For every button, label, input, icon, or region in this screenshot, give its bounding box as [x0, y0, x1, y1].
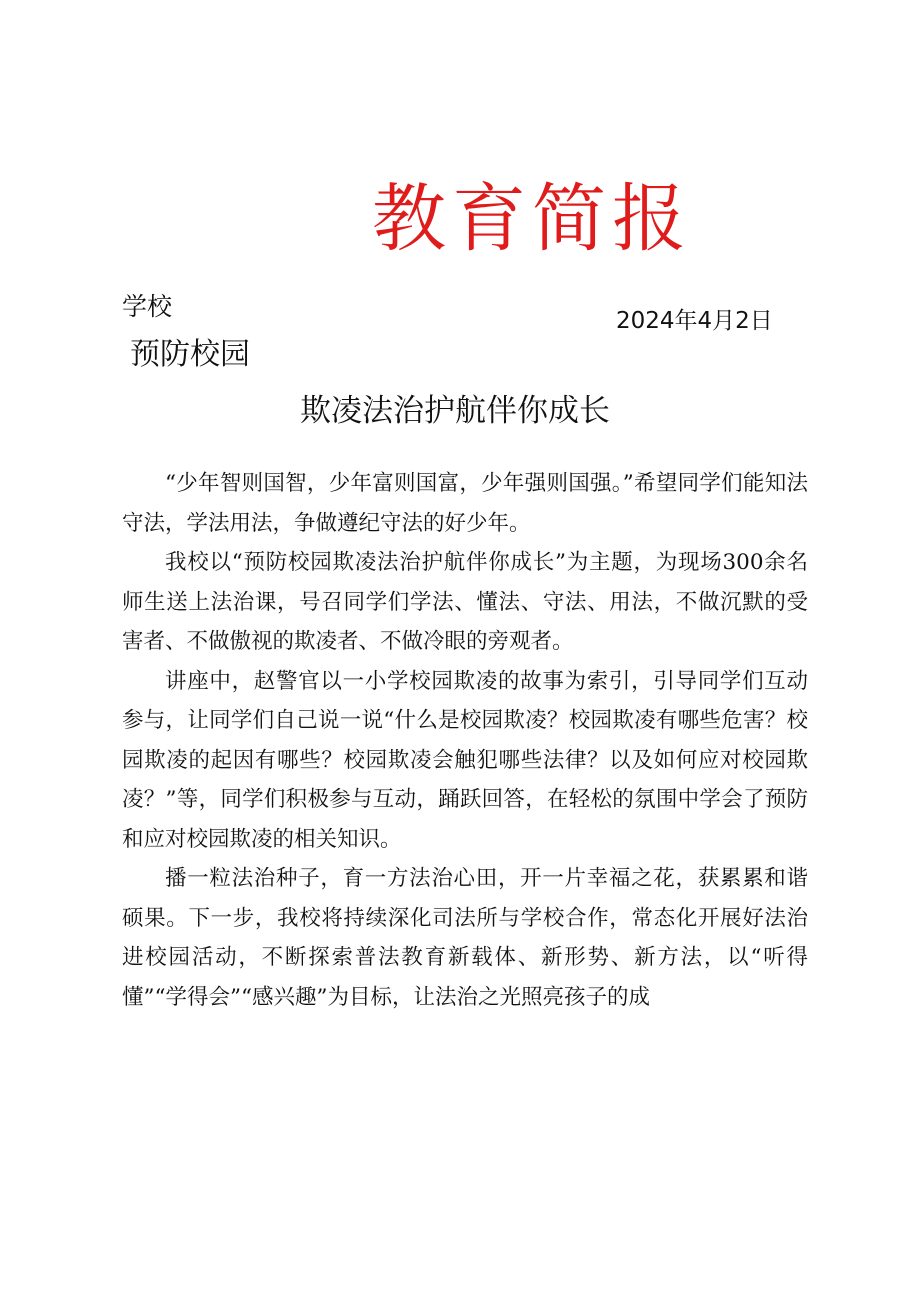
issue-date: 2024年4月2日 — [616, 308, 773, 334]
paragraph-2: 我校以“预防校园欺凌法治护航伴你成长”为主题，为现场300余名师生送上法治课，号召同学们学法、懂法、守法、用法，不做沉默的受害者、不做傲视的欺凌者、不做冷眼的旁观者。 — [122, 550, 808, 654]
headline-line-1: 预防校园 — [130, 337, 250, 372]
headline-line-2: 欺凌法治护航伴你成长 — [300, 393, 610, 429]
paragraph-3: 讲座中，赵警官以一小学校园欺凌的故事为索引，引导同学们互动参与，让同学们自己说一说“什么是校园欺凌？校园欺凌有哪些危害？校园欺凌的起因有哪些？校园欺凌会触犯哪些法律？以及如何应对校园欺凌？”等，同学们积极参与互动，踊跃回答，在轻松的氛围中学会了预防和应对校园欺凌的相关知识。 — [122, 668, 808, 852]
masthead-title: 教育简报 — [372, 176, 692, 262]
paragraph-1: “少年智则国智，少年富则国富，少年强则国强。”希望同学们能知法守法，学法用法，争做遵纪守法的好少年。 — [122, 471, 808, 536]
school-label: 学校 — [122, 292, 173, 321]
paragraph-4: 播一粒法治种子，育一方法治心田，开一片幸福之花，获累累和谐硕果。下一步，我校将持续深化司法所与学校合作，常态化开展好法治进校园活动，不断探索普法教育新载体、新形势、新方法，以“听得懂”“学得会”“感兴趣”为目标，让法治之光照亮孩子的成 — [122, 866, 808, 1010]
article-body — [122, 464, 808, 1017]
